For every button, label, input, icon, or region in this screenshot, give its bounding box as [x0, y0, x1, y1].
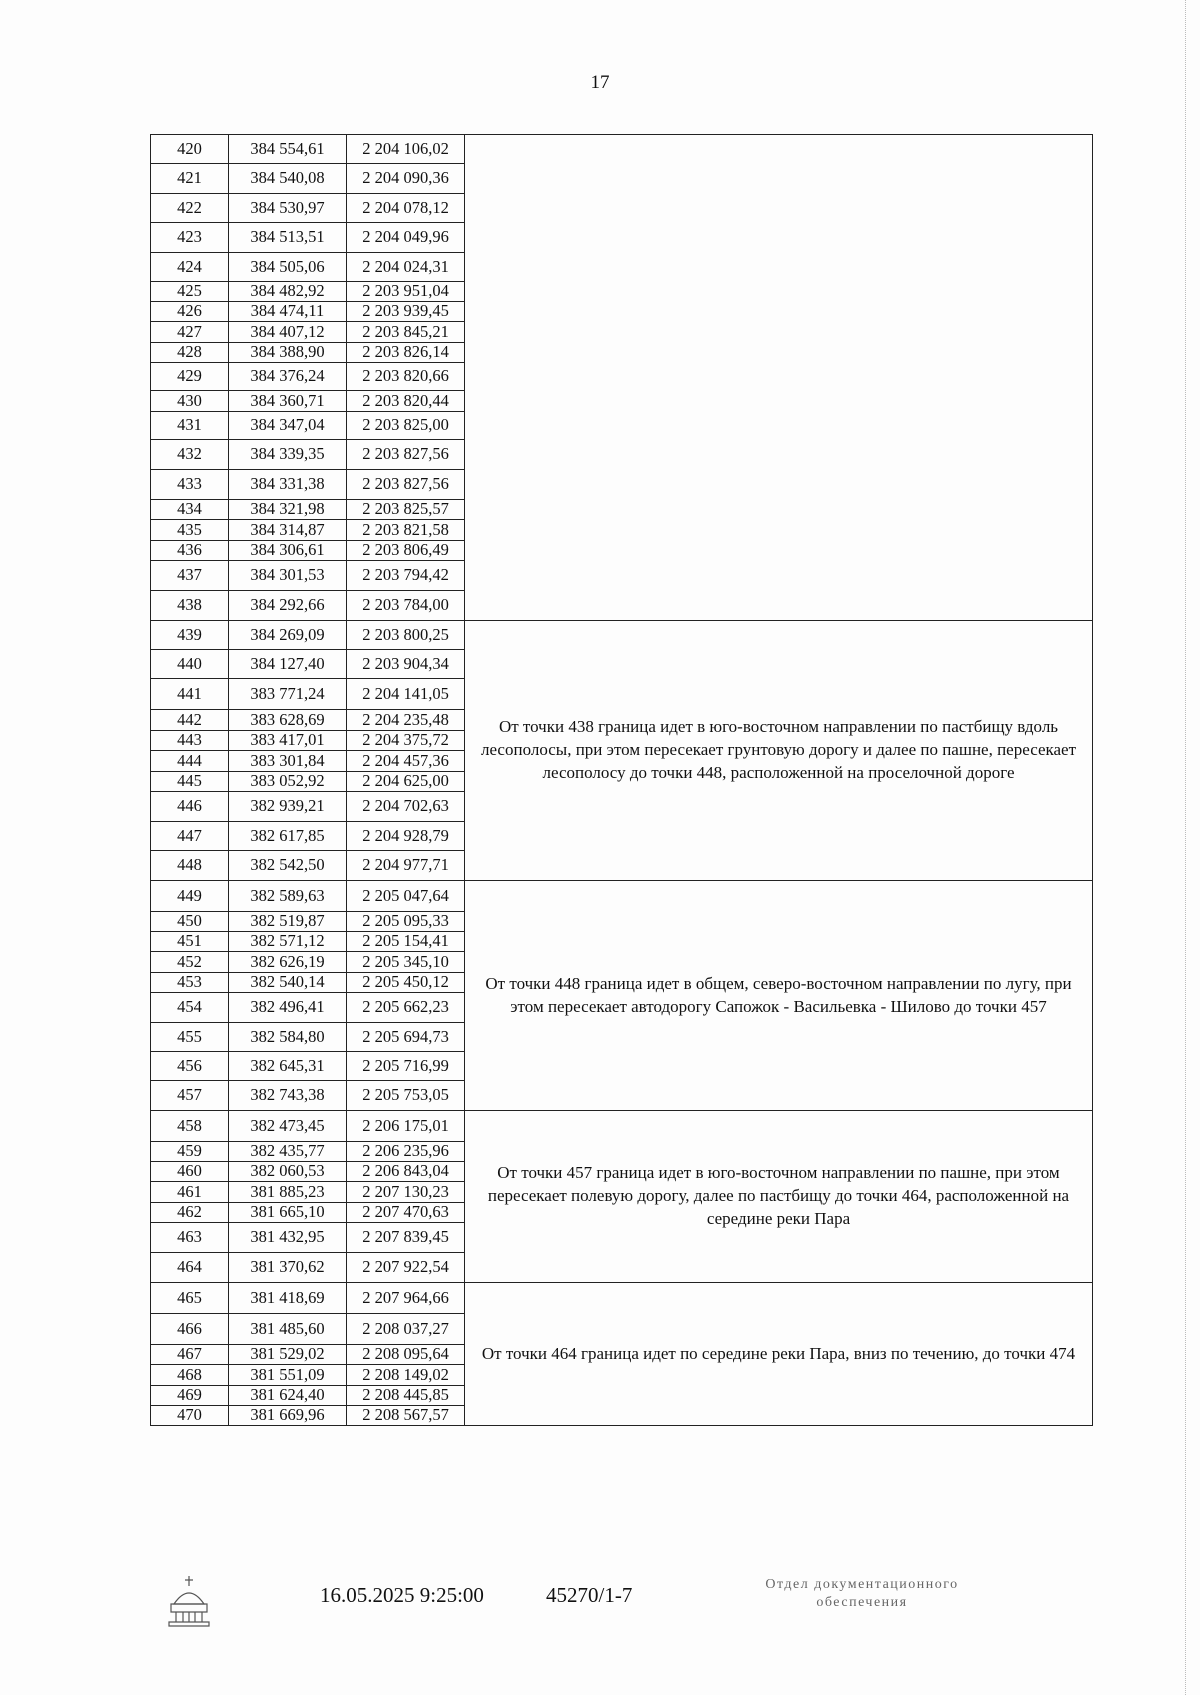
point-number-cell: 440	[151, 650, 229, 679]
coord-y-cell: 2 205 345,10	[347, 952, 465, 973]
coord-y-cell: 2 204 928,79	[347, 822, 465, 851]
coord-x-cell: 384 513,51	[229, 223, 347, 253]
coord-x-cell: 384 474,11	[229, 302, 347, 322]
coord-y-cell: 2 203 821,58	[347, 520, 465, 541]
point-number-cell: 457	[151, 1081, 229, 1111]
coord-x-cell: 384 321,98	[229, 500, 347, 520]
point-number-cell: 456	[151, 1052, 229, 1081]
coord-y-cell: 2 207 839,45	[347, 1223, 465, 1253]
point-number-cell: 454	[151, 993, 229, 1023]
coord-y-cell: 2 203 951,04	[347, 282, 465, 302]
point-number-cell: 441	[151, 679, 229, 710]
coord-y-cell: 2 203 827,56	[347, 440, 465, 470]
point-number-cell: 431	[151, 412, 229, 440]
point-number-cell: 442	[151, 710, 229, 731]
boundary-coordinates-table	[150, 134, 1093, 1426]
coord-y-cell: 2 204 625,00	[347, 772, 465, 792]
coord-x-cell: 384 388,90	[229, 343, 347, 363]
coord-y-cell: 2 204 235,48	[347, 710, 465, 731]
coord-y-cell: 2 203 784,00	[347, 591, 465, 621]
coord-x-cell: 381 669,96	[229, 1406, 347, 1426]
coord-y-cell: 2 205 095,33	[347, 912, 465, 932]
point-number-cell: 424	[151, 253, 229, 282]
point-number-cell: 427	[151, 322, 229, 343]
point-number-cell: 470	[151, 1406, 229, 1426]
coord-x-cell: 381 418,69	[229, 1283, 347, 1314]
point-number-cell: 450	[151, 912, 229, 932]
coord-x-cell: 382 519,87	[229, 912, 347, 932]
coord-y-cell: 2 203 845,21	[347, 322, 465, 343]
coord-y-cell: 2 207 964,66	[347, 1283, 465, 1314]
point-number-cell: 452	[151, 952, 229, 973]
coord-x-cell: 382 626,19	[229, 952, 347, 973]
point-number-cell: 435	[151, 520, 229, 541]
coord-y-cell: 2 207 130,23	[347, 1182, 465, 1203]
coord-y-cell: 2 203 806,49	[347, 541, 465, 561]
coord-x-cell: 382 473,45	[229, 1111, 347, 1142]
point-number-cell: 423	[151, 223, 229, 253]
coord-x-cell: 381 529,02	[229, 1345, 347, 1365]
point-number-cell: 443	[151, 731, 229, 751]
point-number-cell: 455	[151, 1023, 229, 1052]
table-row	[151, 621, 1093, 650]
coord-y-cell: 2 203 820,66	[347, 363, 465, 391]
coord-y-cell: 2 205 716,99	[347, 1052, 465, 1081]
point-number-cell: 425	[151, 282, 229, 302]
coord-y-cell: 2 203 794,42	[347, 561, 465, 591]
coord-x-cell: 384 360,71	[229, 391, 347, 412]
footer-date: 16.05.2025 9:25:00	[320, 1583, 484, 1607]
coord-x-cell: 384 376,24	[229, 363, 347, 391]
coord-x-cell: 381 624,40	[229, 1386, 347, 1406]
point-number-cell: 460	[151, 1162, 229, 1182]
coord-x-cell: 382 435,77	[229, 1142, 347, 1162]
scan-edge-marks	[1185, 0, 1200, 1695]
boundary-description-cell	[465, 135, 1093, 621]
coord-y-cell: 2 208 567,57	[347, 1406, 465, 1426]
coord-y-cell: 2 203 904,34	[347, 650, 465, 679]
coord-y-cell: 2 207 922,54	[347, 1253, 465, 1283]
coord-x-cell: 382 589,63	[229, 881, 347, 912]
coord-x-cell: 381 665,10	[229, 1203, 347, 1223]
point-number-cell: 462	[151, 1203, 229, 1223]
coord-x-cell: 381 551,09	[229, 1365, 347, 1386]
footer-document-number: 45270/1-7	[546, 1583, 633, 1607]
coord-y-cell: 2 206 843,04	[347, 1162, 465, 1182]
point-number-cell: 451	[151, 932, 229, 952]
coord-x-cell: 384 306,61	[229, 541, 347, 561]
coord-y-cell: 2 203 826,14	[347, 343, 465, 363]
coord-x-cell: 382 496,41	[229, 993, 347, 1023]
coord-x-cell: 382 584,80	[229, 1023, 347, 1052]
point-number-cell: 468	[151, 1365, 229, 1386]
coord-x-cell: 382 939,21	[229, 792, 347, 822]
coord-x-cell: 382 645,31	[229, 1052, 347, 1081]
coord-y-cell: 2 208 149,02	[347, 1365, 465, 1386]
coord-x-cell: 382 540,14	[229, 973, 347, 993]
coord-y-cell: 2 204 078,12	[347, 194, 465, 223]
point-number-cell: 420	[151, 135, 229, 164]
point-number-cell: 446	[151, 792, 229, 822]
coord-x-cell: 383 771,24	[229, 679, 347, 710]
point-number-cell: 458	[151, 1111, 229, 1142]
table-row	[151, 135, 1093, 164]
point-number-cell: 466	[151, 1314, 229, 1345]
point-number-cell: 461	[151, 1182, 229, 1203]
point-number-cell: 429	[151, 363, 229, 391]
point-number-cell: 444	[151, 751, 229, 772]
coord-y-cell: 2 206 175,01	[347, 1111, 465, 1142]
coord-x-cell: 382 743,38	[229, 1081, 347, 1111]
coord-x-cell: 382 060,53	[229, 1162, 347, 1182]
coord-y-cell: 2 203 827,56	[347, 470, 465, 500]
coord-x-cell: 381 370,62	[229, 1253, 347, 1283]
coord-y-cell: 2 204 375,72	[347, 731, 465, 751]
coord-y-cell: 2 207 470,63	[347, 1203, 465, 1223]
coord-x-cell: 381 485,60	[229, 1314, 347, 1345]
coord-y-cell: 2 204 702,63	[347, 792, 465, 822]
coord-y-cell: 2 205 450,12	[347, 973, 465, 993]
point-number-cell: 436	[151, 541, 229, 561]
boundary-description-cell: От точки 448 граница идет в общем, северо-восточном направлении по лугу, при этом пересекает автодорогу Сапожок - Васильевка - Шилово до точки 457	[465, 881, 1093, 1111]
point-number-cell: 459	[151, 1142, 229, 1162]
point-number-cell: 464	[151, 1253, 229, 1283]
table-row	[151, 1283, 1093, 1314]
coord-x-cell: 384 292,66	[229, 591, 347, 621]
point-number-cell: 453	[151, 973, 229, 993]
coord-x-cell: 384 407,12	[229, 322, 347, 343]
coord-y-cell: 2 208 445,85	[347, 1386, 465, 1406]
coord-x-cell: 382 542,50	[229, 851, 347, 881]
stamp-line-2: обеспечения	[816, 1594, 908, 1610]
point-number-cell: 430	[151, 391, 229, 412]
coord-y-cell: 2 206 235,96	[347, 1142, 465, 1162]
coord-y-cell: 2 208 037,27	[347, 1314, 465, 1345]
coord-x-cell: 383 052,92	[229, 772, 347, 792]
coord-x-cell: 382 571,12	[229, 932, 347, 952]
coord-y-cell: 2 203 939,45	[347, 302, 465, 322]
coord-y-cell: 2 205 154,41	[347, 932, 465, 952]
coord-y-cell: 2 203 800,25	[347, 621, 465, 650]
coord-y-cell: 2 204 141,05	[347, 679, 465, 710]
point-number-cell: 449	[151, 881, 229, 912]
coord-y-cell: 2 205 047,64	[347, 881, 465, 912]
coord-y-cell: 2 204 024,31	[347, 253, 465, 282]
coord-x-cell: 384 554,61	[229, 135, 347, 164]
coord-x-cell: 384 505,06	[229, 253, 347, 282]
point-number-cell: 426	[151, 302, 229, 322]
coord-y-cell: 2 205 753,05	[347, 1081, 465, 1111]
point-number-cell: 434	[151, 500, 229, 520]
coord-x-cell: 384 331,38	[229, 470, 347, 500]
point-number-cell: 438	[151, 591, 229, 621]
coord-x-cell: 384 530,97	[229, 194, 347, 223]
coord-x-cell: 383 628,69	[229, 710, 347, 731]
coord-y-cell: 2 204 106,02	[347, 135, 465, 164]
table-row	[151, 881, 1093, 912]
point-number-cell: 448	[151, 851, 229, 881]
coord-y-cell: 2 203 820,44	[347, 391, 465, 412]
point-number-cell: 432	[151, 440, 229, 470]
coord-x-cell: 384 347,04	[229, 412, 347, 440]
coord-y-cell: 2 208 095,64	[347, 1345, 465, 1365]
department-stamp	[712, 1576, 1012, 1611]
coord-y-cell: 2 203 825,57	[347, 500, 465, 520]
coord-y-cell: 2 204 977,71	[347, 851, 465, 881]
point-number-cell: 428	[151, 343, 229, 363]
point-number-cell: 421	[151, 164, 229, 194]
coord-x-cell: 384 482,92	[229, 282, 347, 302]
coord-x-cell: 384 269,09	[229, 621, 347, 650]
point-number-cell: 465	[151, 1283, 229, 1314]
page-number: 17	[590, 72, 610, 93]
coord-x-cell: 384 339,35	[229, 440, 347, 470]
point-number-cell: 463	[151, 1223, 229, 1253]
stamp-line-1: Отдел документационного	[765, 1577, 959, 1592]
coord-y-cell: 2 203 825,00	[347, 412, 465, 440]
point-number-cell: 437	[151, 561, 229, 591]
boundary-description-cell: От точки 464 граница идет по середине реки Пара, вниз по течению, до точки 474	[465, 1283, 1093, 1426]
coord-y-cell: 2 204 049,96	[347, 223, 465, 253]
coord-x-cell: 383 301,84	[229, 751, 347, 772]
coord-x-cell: 384 301,53	[229, 561, 347, 591]
coord-y-cell: 2 205 694,73	[347, 1023, 465, 1052]
coord-x-cell: 382 617,85	[229, 822, 347, 851]
point-number-cell: 433	[151, 470, 229, 500]
coord-y-cell: 2 204 457,36	[347, 751, 465, 772]
coord-x-cell: 384 127,40	[229, 650, 347, 679]
point-number-cell: 467	[151, 1345, 229, 1365]
table-row	[151, 1111, 1093, 1142]
coord-x-cell: 381 885,23	[229, 1182, 347, 1203]
boundary-description-cell: От точки 438 граница идет в юго-восточном направлении по пастбищу вдоль лесополосы, при этом пересекает грунтовую дорогу и далее по пашне, пересекает лесополосу до точки 448, расположенной на проселочной дороге	[465, 621, 1093, 881]
coord-y-cell: 2 205 662,23	[347, 993, 465, 1023]
coord-x-cell: 381 432,95	[229, 1223, 347, 1253]
point-number-cell: 469	[151, 1386, 229, 1406]
emblem-logo	[166, 1574, 212, 1628]
coord-x-cell: 383 417,01	[229, 731, 347, 751]
point-number-cell: 422	[151, 194, 229, 223]
coord-x-cell: 384 540,08	[229, 164, 347, 194]
point-number-cell: 445	[151, 772, 229, 792]
coord-y-cell: 2 204 090,36	[347, 164, 465, 194]
point-number-cell: 447	[151, 822, 229, 851]
boundary-description-cell: От точки 457 граница идет в юго-восточном направлении по пашне, при этом пересекает полевую дорогу, далее по пастбищу до точки 464, расположенной на середине реки Пара	[465, 1111, 1093, 1283]
coord-x-cell: 384 314,87	[229, 520, 347, 541]
point-number-cell: 439	[151, 621, 229, 650]
